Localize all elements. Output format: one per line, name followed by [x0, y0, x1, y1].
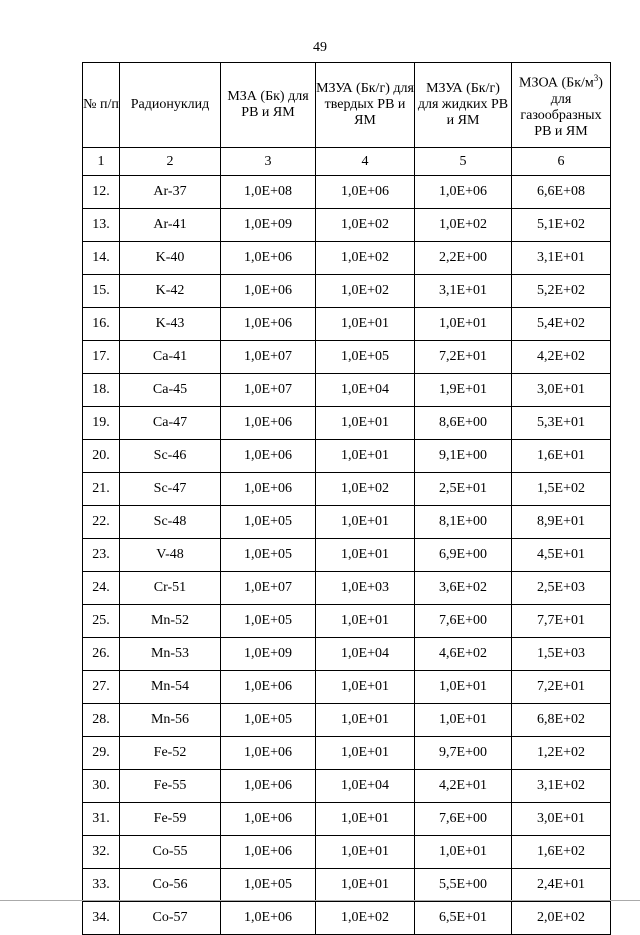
row-number: 25. — [83, 605, 120, 638]
mzoa-gas-value: 2,5E+03 — [512, 572, 611, 605]
mzua-solid-value: 1,0E+06 — [316, 176, 415, 209]
radionuclide: Ar-37 — [120, 176, 221, 209]
mzua-liquid-value: 3,6E+02 — [415, 572, 512, 605]
mzua-liquid-value: 1,0E+01 — [415, 671, 512, 704]
radionuclide: Fe-55 — [120, 770, 221, 803]
header-mzua-liquid: МЗУА (Бк/г) для жидких РВ и ЯМ — [415, 63, 512, 148]
table-row — [83, 275, 611, 308]
radionuclide: Co-55 — [120, 836, 221, 869]
mzua-liquid-value: 1,0E+06 — [415, 176, 512, 209]
mzua-liquid-value: 9,1E+00 — [415, 440, 512, 473]
mza-value: 1,0E+06 — [221, 242, 316, 275]
mzoa-gas-value: 3,1E+01 — [512, 242, 611, 275]
mzua-liquid-value: 1,0E+01 — [415, 704, 512, 737]
header-mzoa-gas-post: ) для газообразных РВ и ЯМ — [520, 75, 603, 139]
table-row — [83, 176, 611, 209]
radionuclide: Fe-52 — [120, 737, 221, 770]
mzoa-gas-value: 4,2E+02 — [512, 341, 611, 374]
column-number: 1 — [83, 148, 120, 176]
mzua-liquid-value: 4,6E+02 — [415, 638, 512, 671]
mza-value: 1,0E+06 — [221, 275, 316, 308]
radionuclide: Mn-56 — [120, 704, 221, 737]
mza-value: 1,0E+06 — [221, 737, 316, 770]
radionuclide: Ca-45 — [120, 374, 221, 407]
mzoa-gas-value: 1,5E+03 — [512, 638, 611, 671]
column-number: 3 — [221, 148, 316, 176]
mza-value: 1,0E+05 — [221, 869, 316, 902]
radionuclide: Co-56 — [120, 869, 221, 902]
mza-value: 1,0E+07 — [221, 341, 316, 374]
mzua-liquid-value: 9,7E+00 — [415, 737, 512, 770]
mza-value: 1,0E+06 — [221, 473, 316, 506]
table-row — [83, 506, 611, 539]
mzua-solid-value: 1,0E+02 — [316, 242, 415, 275]
mzua-solid-value: 1,0E+01 — [316, 803, 415, 836]
row-number: 23. — [83, 539, 120, 572]
header-num: № п/п — [83, 63, 120, 148]
table-row — [83, 638, 611, 671]
mzoa-gas-value: 1,6E+01 — [512, 440, 611, 473]
radionuclide: Sc-46 — [120, 440, 221, 473]
mzua-liquid-value: 1,0E+02 — [415, 209, 512, 242]
mza-value: 1,0E+06 — [221, 671, 316, 704]
row-number: 13. — [83, 209, 120, 242]
header-mzoa-gas-sup: 3 — [593, 73, 599, 84]
mzoa-gas-value: 3,1E+02 — [512, 770, 611, 803]
mzua-liquid-value: 2,5E+01 — [415, 473, 512, 506]
page-number: 49 — [313, 40, 327, 55]
column-number: 6 — [512, 148, 611, 176]
row-number: 33. — [83, 869, 120, 902]
mzua-liquid-value: 1,0E+01 — [415, 836, 512, 869]
row-number: 16. — [83, 308, 120, 341]
table-row — [83, 539, 611, 572]
table-row — [83, 737, 611, 770]
mzua-solid-value: 1,0E+01 — [316, 308, 415, 341]
table-row — [83, 671, 611, 704]
row-number: 28. — [83, 704, 120, 737]
table-row — [83, 572, 611, 605]
radionuclide: K-43 — [120, 308, 221, 341]
mzua-solid-value: 1,0E+02 — [316, 275, 415, 308]
header-radionuclide: Радионуклид — [120, 63, 221, 148]
mzua-solid-value: 1,0E+04 — [316, 374, 415, 407]
row-number: 26. — [83, 638, 120, 671]
table-row — [83, 209, 611, 242]
mzua-liquid-value: 3,1E+01 — [415, 275, 512, 308]
mzua-liquid-value: 4,2E+01 — [415, 770, 512, 803]
mzoa-gas-value: 1,2E+02 — [512, 737, 611, 770]
radionuclide: Mn-52 — [120, 605, 221, 638]
mzoa-gas-value: 6,8E+02 — [512, 704, 611, 737]
row-number: 24. — [83, 572, 120, 605]
row-number: 22. — [83, 506, 120, 539]
mzoa-gas-value: 5,3E+01 — [512, 407, 611, 440]
row-number: 15. — [83, 275, 120, 308]
radionuclide: Mn-54 — [120, 671, 221, 704]
mzua-liquid-value: 6,5E+01 — [415, 902, 512, 935]
mzua-solid-value: 1,0E+01 — [316, 836, 415, 869]
mzua-solid-value: 1,0E+01 — [316, 869, 415, 902]
radionuclide: Ca-47 — [120, 407, 221, 440]
mza-value: 1,0E+06 — [221, 407, 316, 440]
mza-value: 1,0E+06 — [221, 308, 316, 341]
radionuclide: Co-57 — [120, 902, 221, 935]
header-mzoa-gas — [512, 63, 611, 148]
table-row — [83, 407, 611, 440]
radionuclide: Sc-48 — [120, 506, 221, 539]
mza-value: 1,0E+07 — [221, 374, 316, 407]
mza-value: 1,0E+06 — [221, 836, 316, 869]
mzua-solid-value: 1,0E+01 — [316, 704, 415, 737]
mzoa-gas-value: 6,6E+08 — [512, 176, 611, 209]
mzua-solid-value: 1,0E+01 — [316, 506, 415, 539]
table-row — [83, 473, 611, 506]
header-mza: МЗА (Бк) для РВ и ЯМ — [221, 63, 316, 148]
row-number: 21. — [83, 473, 120, 506]
mzoa-gas-value: 5,1E+02 — [512, 209, 611, 242]
mzua-solid-value: 1,0E+01 — [316, 539, 415, 572]
row-number: 17. — [83, 341, 120, 374]
radionuclide: Cr-51 — [120, 572, 221, 605]
column-number: 2 — [120, 148, 221, 176]
mzua-solid-value: 1,0E+02 — [316, 209, 415, 242]
mzua-solid-value: 1,0E+05 — [316, 341, 415, 374]
table-row — [83, 440, 611, 473]
mzua-liquid-value: 7,2E+01 — [415, 341, 512, 374]
header-mzua-solid: МЗУА (Бк/г) для твердых РВ и ЯМ — [316, 63, 415, 148]
mzua-solid-value: 1,0E+01 — [316, 440, 415, 473]
mzua-liquid-value: 2,2E+00 — [415, 242, 512, 275]
mzua-liquid-value: 8,1E+00 — [415, 506, 512, 539]
mzua-liquid-value: 7,6E+00 — [415, 605, 512, 638]
radionuclide: K-40 — [120, 242, 221, 275]
mzoa-gas-value: 1,6E+02 — [512, 836, 611, 869]
mza-value: 1,0E+07 — [221, 572, 316, 605]
mzoa-gas-value: 5,2E+02 — [512, 275, 611, 308]
mzua-solid-value: 1,0E+04 — [316, 638, 415, 671]
radionuclide: Ar-41 — [120, 209, 221, 242]
mzua-liquid-value: 1,9E+01 — [415, 374, 512, 407]
mza-value: 1,0E+08 — [221, 176, 316, 209]
header-row — [83, 63, 611, 148]
radionuclide: Mn-53 — [120, 638, 221, 671]
mzua-solid-value: 1,0E+02 — [316, 473, 415, 506]
row-number: 34. — [83, 902, 120, 935]
mzoa-gas-value: 7,7E+01 — [512, 605, 611, 638]
mzoa-gas-value: 3,0E+01 — [512, 374, 611, 407]
mzua-liquid-value: 8,6E+00 — [415, 407, 512, 440]
row-number: 18. — [83, 374, 120, 407]
mzoa-gas-value: 5,4E+02 — [512, 308, 611, 341]
row-number: 27. — [83, 671, 120, 704]
table-row — [83, 770, 611, 803]
mzua-liquid-value: 5,5E+00 — [415, 869, 512, 902]
radionuclide: K-42 — [120, 275, 221, 308]
mza-value: 1,0E+05 — [221, 704, 316, 737]
row-number: 14. — [83, 242, 120, 275]
row-number: 20. — [83, 440, 120, 473]
mzoa-gas-value: 2,4E+01 — [512, 869, 611, 902]
column-number: 5 — [415, 148, 512, 176]
table-row — [83, 836, 611, 869]
column-number: 4 — [316, 148, 415, 176]
mza-value: 1,0E+09 — [221, 638, 316, 671]
mzoa-gas-value: 7,2E+01 — [512, 671, 611, 704]
mza-value: 1,0E+09 — [221, 209, 316, 242]
row-number: 31. — [83, 803, 120, 836]
mza-value: 1,0E+05 — [221, 506, 316, 539]
mza-value: 1,0E+06 — [221, 770, 316, 803]
row-number: 29. — [83, 737, 120, 770]
mzoa-gas-value: 1,5E+02 — [512, 473, 611, 506]
radionuclide: Fe-59 — [120, 803, 221, 836]
mza-value: 1,0E+06 — [221, 440, 316, 473]
mzua-solid-value: 1,0E+02 — [316, 902, 415, 935]
mza-value: 1,0E+06 — [221, 803, 316, 836]
mza-value: 1,0E+05 — [221, 539, 316, 572]
mzua-solid-value: 1,0E+01 — [316, 737, 415, 770]
row-number: 30. — [83, 770, 120, 803]
mzoa-gas-value: 3,0E+01 — [512, 803, 611, 836]
row-number: 12. — [83, 176, 120, 209]
row-number: 32. — [83, 836, 120, 869]
header-mzoa-gas-pre: МЗОА (Бк/м — [519, 75, 594, 91]
row-number: 19. — [83, 407, 120, 440]
mzua-liquid-value: 6,9E+00 — [415, 539, 512, 572]
mzua-liquid-value: 7,6E+00 — [415, 803, 512, 836]
radionuclide: Ca-41 — [120, 341, 221, 374]
table-row — [83, 374, 611, 407]
mzua-solid-value: 1,0E+04 — [316, 770, 415, 803]
mza-value: 1,0E+06 — [221, 902, 316, 935]
mzua-solid-value: 1,0E+01 — [316, 605, 415, 638]
radionuclide-table — [82, 62, 611, 935]
table-row — [83, 803, 611, 836]
table-row — [83, 308, 611, 341]
table-row — [83, 869, 611, 902]
radionuclide: V-48 — [120, 539, 221, 572]
mza-value: 1,0E+05 — [221, 605, 316, 638]
mzua-liquid-value: 1,0E+01 — [415, 308, 512, 341]
table-row — [83, 605, 611, 638]
table-row — [83, 902, 611, 935]
mzua-solid-value: 1,0E+03 — [316, 572, 415, 605]
table-row — [83, 704, 611, 737]
table-row — [83, 242, 611, 275]
radionuclide: Sc-47 — [120, 473, 221, 506]
mzoa-gas-value: 8,9E+01 — [512, 506, 611, 539]
table-row — [83, 341, 611, 374]
column-number-row — [83, 148, 611, 176]
mzoa-gas-value: 4,5E+01 — [512, 539, 611, 572]
mzoa-gas-value: 2,0E+02 — [512, 902, 611, 935]
mzua-solid-value: 1,0E+01 — [316, 671, 415, 704]
mzua-solid-value: 1,0E+01 — [316, 407, 415, 440]
